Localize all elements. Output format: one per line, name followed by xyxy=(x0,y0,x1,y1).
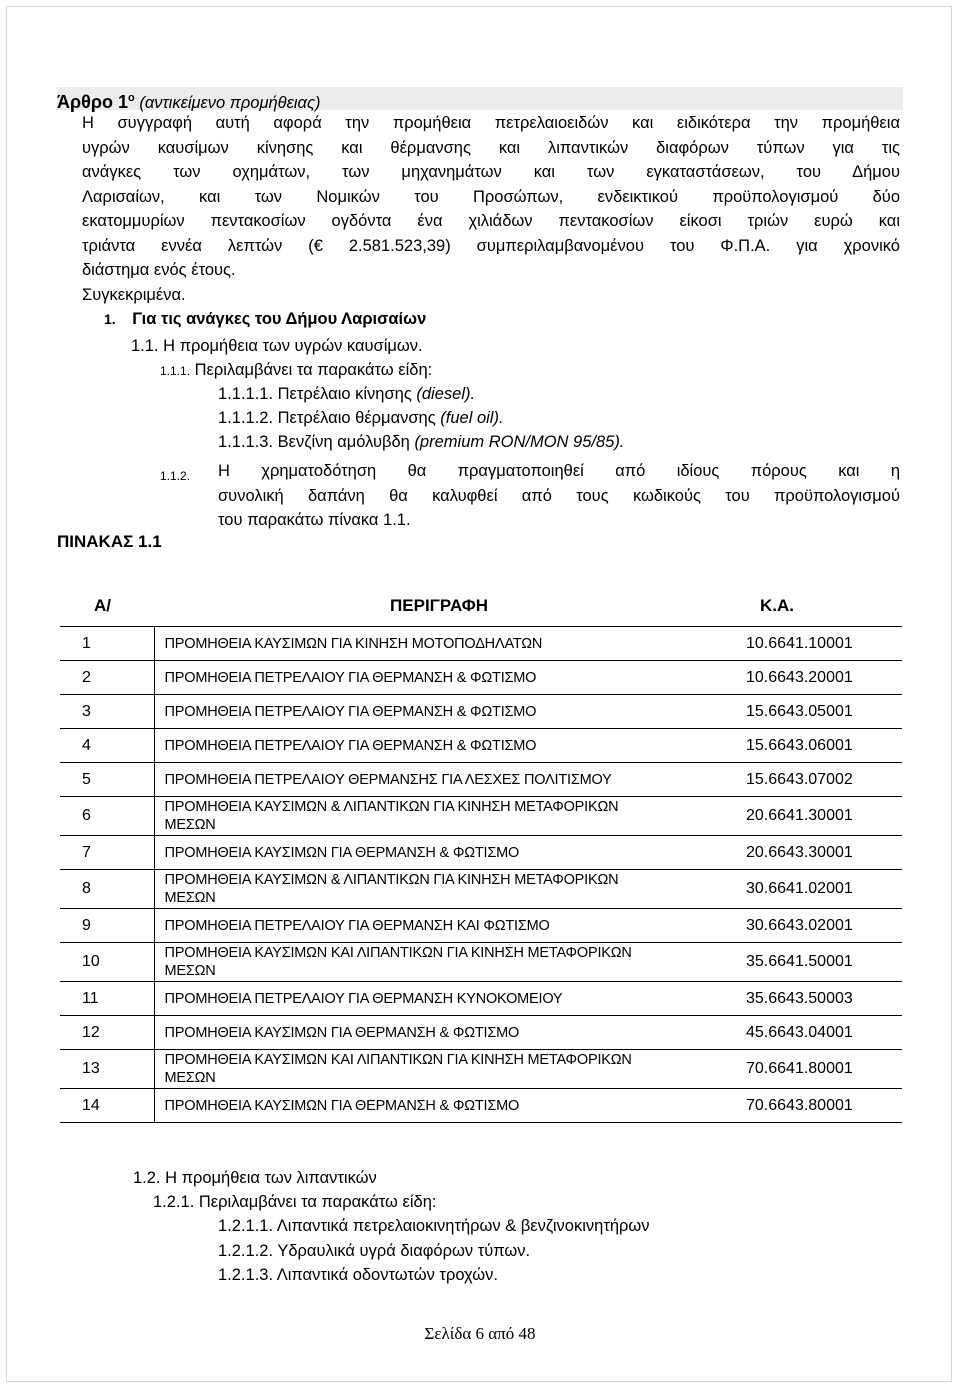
item-1-2-1-1: 1.2.1.1. Λιπαντικά πετρελαιοκινητήρων & βενζινοκινητήρων xyxy=(218,1217,650,1235)
row-ka: 35.6641.50001 xyxy=(740,943,902,982)
row-description: ΠΡΟΜΗΘΕΙΑ ΠΕΤΡΕΛΑΙΟΥ ΓΙΑ ΘΕΡΜΑΝΣΗ & ΦΩΤΙΣΜΟ xyxy=(154,661,740,695)
row-description: ΠΡΟΜΗΘΕΙΑ ΠΕΤΡΕΛΑΙΟΥ ΓΙΑ ΘΕΡΜΑΝΣΗ & ΦΩΤΙΣΜΟ xyxy=(154,729,740,763)
row-num: 1 xyxy=(60,627,154,661)
item-1-1-1-2 xyxy=(218,406,504,431)
table-row xyxy=(60,695,902,729)
page-number: Σελίδα 6 από 48 xyxy=(424,1324,536,1343)
row-ka: 70.6641.80001 xyxy=(740,1050,902,1089)
intro-line-7: διάστημα ενός έτους. xyxy=(82,261,236,279)
header-ka: Κ.Α. xyxy=(740,586,902,627)
row-description: ΠΡΟΜΗΘΕΙΑ ΚΑΥΣΙΜΩΝ ΓΙΑ ΘΕΡΜΑΝΣΗ & ΦΩΤΙΣΜΟ xyxy=(154,1089,740,1123)
table-row xyxy=(60,836,902,870)
item-1-1-1-1-note: (diesel). xyxy=(416,385,476,403)
row-description xyxy=(154,797,740,836)
table-label: ΠΙΝΑΚΑΣ 1.1 xyxy=(57,532,162,551)
table-row xyxy=(60,1050,902,1089)
row-ka: 30.6643.02001 xyxy=(740,909,902,943)
row-ka: 45.6643.04001 xyxy=(740,1016,902,1050)
section-1-1-1-text: Περιλαμβάνει τα παρακάτω είδη: xyxy=(194,361,433,379)
row-description-line-1: ΠΡΟΜΗΘΕΙΑ ΚΑΥΣΙΜΩΝ & ΛΙΠΑΝΤΙΚΩΝ ΓΙΑ ΚΙΝΗΣΗ ΜΕΤΑΦΟΡΙΚΩΝ xyxy=(164,872,619,888)
section-1-heading xyxy=(104,307,426,332)
row-description-line-2: ΜΕΣΩΝ xyxy=(164,1070,216,1086)
row-description-line-1: ΠΡΟΜΗΘΕΙΑ ΚΑΥΣΙΜΩΝ ΚΑΙ ΛΙΠΑΝΤΙΚΩΝ ΓΙΑ ΚΙΝΗΣΗ ΜΕΤΑΦΟΡΙΚΩΝ xyxy=(164,1052,632,1068)
table-row xyxy=(60,943,902,982)
table-row xyxy=(60,729,902,763)
section-1-2: 1.2. Η προμήθεια των λιπαντικών xyxy=(133,1169,377,1187)
table-row xyxy=(60,763,902,797)
row-description: ΠΡΟΜΗΘΕΙΑ ΠΕΤΡΕΛΑΙΟΥ ΘΕΡΜΑΝΣΗΣ ΓΙΑ ΛΕΣΧΕΣ ΠΟΛΙΤΙΣΜΟΥ xyxy=(154,763,740,797)
table-row xyxy=(60,1089,902,1123)
row-num: 8 xyxy=(60,870,154,909)
row-num: 2 xyxy=(60,661,154,695)
row-num: 12 xyxy=(60,1016,154,1050)
row-num: 9 xyxy=(60,909,154,943)
row-ka: 10.6643.20001 xyxy=(740,661,902,695)
row-num: 13 xyxy=(60,1050,154,1089)
table-row xyxy=(60,627,902,661)
row-ka: 35.6643.50003 xyxy=(740,982,902,1016)
budget-codes-table xyxy=(60,586,902,1123)
section-1-2-1: 1.2.1. Περιλαμβάνει τα παρακάτω είδη: xyxy=(153,1193,437,1211)
intro-line-5: εκατομμυρίων πεντακοσίων ογδόντα ένα χιλιάδων πεντακοσίων είκοσι τριών ευρώ και xyxy=(82,212,900,230)
section-1-1-2-line-3: του παρακάτω πίνακα 1.1. xyxy=(218,511,411,529)
row-ka: 70.6643.80001 xyxy=(740,1089,902,1123)
article-subtitle: (αντικείμενο προμήθειας) xyxy=(139,94,321,112)
intro-line-3: ανάγκες των οχημάτων, των μηχανημάτων και των εγκαταστάσεων, του Δήμου xyxy=(82,163,900,181)
row-description: ΠΡΟΜΗΘΕΙΑ ΚΑΥΣΙΜΩΝ ΓΙΑ ΚΙΝΗΣΗ ΜΟΤΟΠΟΔΗΛΑΤΩΝ xyxy=(154,627,740,661)
row-description-line-2: ΜΕΣΩΝ xyxy=(164,890,216,906)
table-row xyxy=(60,661,902,695)
row-ka: 20.6641.30001 xyxy=(740,797,902,836)
item-1-1-1-3-note: (premium RON/MON 95/85). xyxy=(414,433,625,451)
row-description-line-2: ΜΕΣΩΝ xyxy=(164,963,216,979)
row-ka: 15.6643.06001 xyxy=(740,729,902,763)
header-num: Α/ xyxy=(60,586,154,627)
item-1-1-1-3 xyxy=(218,430,624,455)
intro-line-6: τριάντα εννέα λεπτών (€ 2.581.523,39) συμπεριλαμβανομένου του Φ.Π.Α. για χρονικό xyxy=(82,237,900,255)
section-1-1-2-line-2: συνολική δαπάνη θα καλυφθεί από τους κωδικούς του προϋπολογισμού xyxy=(218,487,900,505)
item-1-2-1-3: 1.2.1.3. Λιπαντικά οδοντωτών τροχών. xyxy=(218,1266,498,1284)
row-description-line-2: ΜΕΣΩΝ xyxy=(164,817,216,833)
section-1-title: Για τις ανάγκες του Δήμου Λαρισαίων xyxy=(132,310,427,328)
row-num: 6 xyxy=(60,797,154,836)
section-1-1: 1.1. Η προμήθεια των υγρών καυσίμων. xyxy=(131,337,423,355)
row-ka: 15.6643.05001 xyxy=(740,695,902,729)
row-num: 10 xyxy=(60,943,154,982)
section-1-1-2-line-1: Η χρηματοδότηση θα πραγματοποιηθεί από ιδίους πόρους και η xyxy=(218,462,900,480)
item-1-1-1-1 xyxy=(218,382,475,407)
row-description-line-1: ΠΡΟΜΗΘΕΙΑ ΚΑΥΣΙΜΩΝ & ΛΙΠΑΝΤΙΚΩΝ ΓΙΑ ΚΙΝΗΣΗ ΜΕΤΑΦΟΡΙΚΩΝ xyxy=(164,799,619,815)
row-ka: 20.6643.30001 xyxy=(740,836,902,870)
row-ka: 30.6641.02001 xyxy=(740,870,902,909)
row-num: 5 xyxy=(60,763,154,797)
table-header-row xyxy=(60,586,902,627)
table-row xyxy=(60,982,902,1016)
row-num: 4 xyxy=(60,729,154,763)
table-row xyxy=(60,870,902,909)
intro-line-4: Λαρισαίων, και των Νομικών του Προσώπων, ενδεικτικού προϋπολογισμού δύο xyxy=(82,188,900,206)
row-num: 7 xyxy=(60,836,154,870)
section-1-1-1-number: 1.1.1. xyxy=(160,364,191,378)
item-1-1-1-1-number: 1.1.1.1. xyxy=(218,385,274,403)
article-title-sup: ο xyxy=(128,92,135,104)
row-num: 3 xyxy=(60,695,154,729)
row-description xyxy=(154,870,740,909)
section-1-1-2-number: 1.1.2. xyxy=(160,469,191,483)
item-1-1-1-2-note: (fuel oil). xyxy=(440,409,504,427)
item-1-1-1-2-text: Πετρέλαιο θέρμανσης xyxy=(277,409,436,427)
row-description: ΠΡΟΜΗΘΕΙΑ ΠΕΤΡΕΛΑΙΟΥ ΓΙΑ ΘΕΡΜΑΝΣΗ & ΦΩΤΙΣΜΟ xyxy=(154,695,740,729)
table-row xyxy=(60,1016,902,1050)
specifically-label: Συγκεκριμένα. xyxy=(82,286,186,304)
row-ka: 10.6641.10001 xyxy=(740,627,902,661)
header-description: ΠΕΡΙΓΡΑΦΗ xyxy=(154,586,740,627)
table-row xyxy=(60,797,902,836)
intro-line-2: υγρών καυσίμων κίνησης και θέρμανσης και λιπαντικών διαφόρων τύπων για τις xyxy=(82,139,900,157)
item-1-1-1-3-number: 1.1.1.3. xyxy=(218,433,274,451)
row-description: ΠΡΟΜΗΘΕΙΑ ΚΑΥΣΙΜΩΝ ΓΙΑ ΘΕΡΜΑΝΣΗ & ΦΩΤΙΣΜΟ xyxy=(154,836,740,870)
section-1-1-1 xyxy=(160,358,432,384)
row-description-line-1: ΠΡΟΜΗΘΕΙΑ ΚΑΥΣΙΜΩΝ ΚΑΙ ΛΙΠΑΝΤΙΚΩΝ ΓΙΑ ΚΙΝΗΣΗ ΜΕΤΑΦΟΡΙΚΩΝ xyxy=(164,945,632,961)
row-description: ΠΡΟΜΗΘΕΙΑ ΚΑΥΣΙΜΩΝ ΓΙΑ ΘΕΡΜΑΝΣΗ & ΦΩΤΙΣΜΟ xyxy=(154,1016,740,1050)
article-title: Άρθρο 1 xyxy=(57,92,129,112)
section-1-number: 1. xyxy=(104,311,116,327)
item-1-1-1-1-text: Πετρέλαιο κίνησης xyxy=(277,385,412,403)
row-description xyxy=(154,943,740,982)
row-ka: 15.6643.07002 xyxy=(740,763,902,797)
row-num: 14 xyxy=(60,1089,154,1123)
intro-line-1: Η συγγραφή αυτή αφορά την προμήθεια πετρελαιοειδών και ειδικότερα την προμήθεια xyxy=(82,114,900,132)
table-row xyxy=(60,909,902,943)
item-1-1-1-2-number: 1.1.1.2. xyxy=(218,409,274,427)
row-description xyxy=(154,1050,740,1089)
item-1-1-1-3-text: Βενζίνη αμόλυβδη xyxy=(277,433,410,451)
item-1-2-1-2: 1.2.1.2. Υδραυλικά υγρά διαφόρων τύπων. xyxy=(218,1242,531,1260)
row-num: 11 xyxy=(60,982,154,1016)
row-description: ΠΡΟΜΗΘΕΙΑ ΠΕΤΡΕΛΑΙΟΥ ΓΙΑ ΘΕΡΜΑΝΣΗ ΚΥΝΟΚΟΜΕΙΟΥ xyxy=(154,982,740,1016)
row-description: ΠΡΟΜΗΘΕΙΑ ΠΕΤΡΕΛΑΙΟΥ ΓΙΑ ΘΕΡΜΑΝΣΗ ΚΑΙ ΦΩΤΙΣΜΟ xyxy=(154,909,740,943)
